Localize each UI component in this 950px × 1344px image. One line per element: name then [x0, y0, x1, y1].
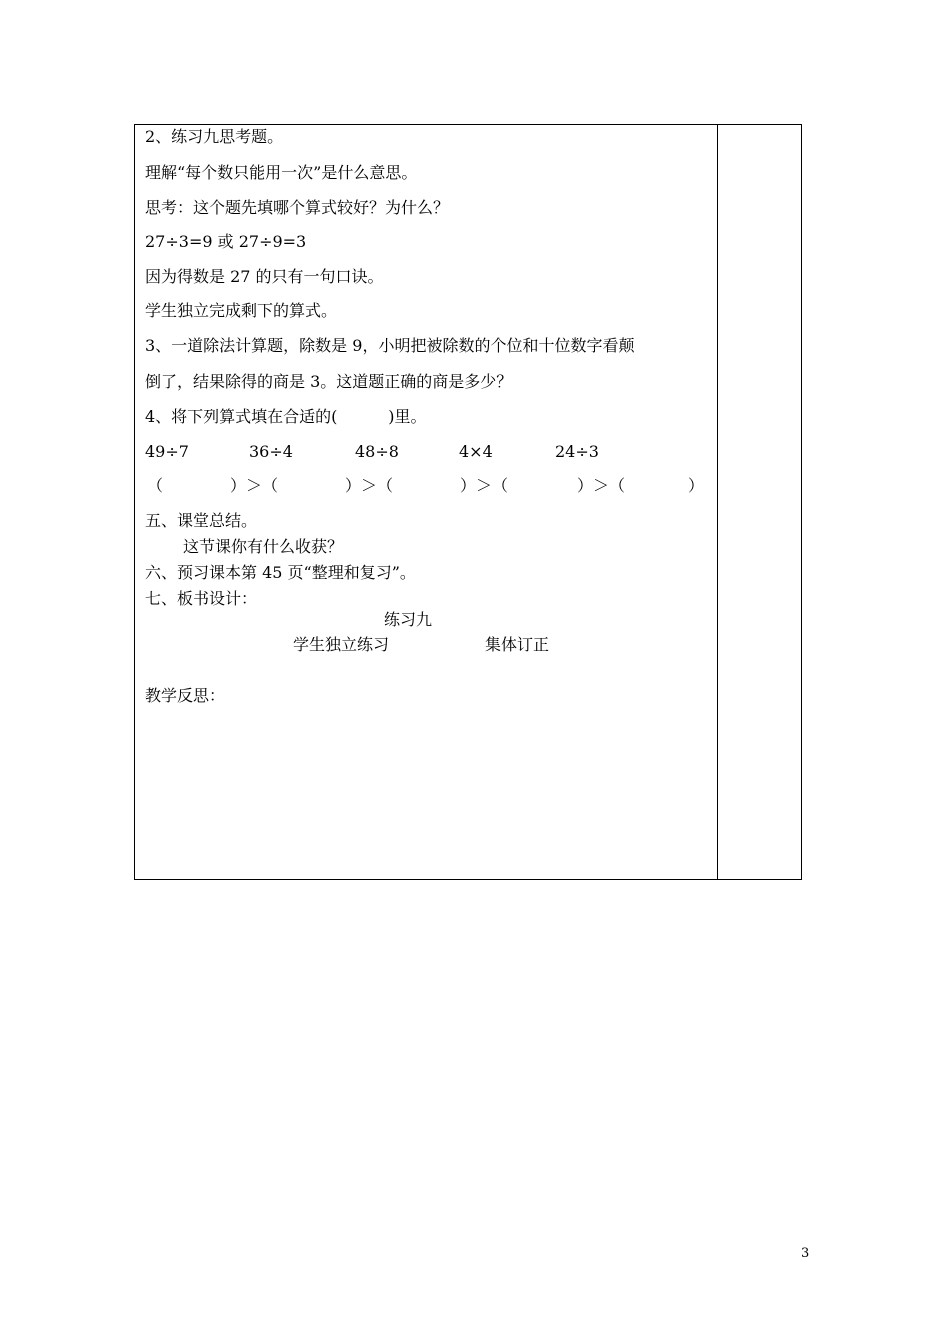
understand-line: 理解“每个数只能用一次”是什么意思。	[145, 163, 418, 182]
section-5-heading: 五、课堂总结。	[145, 511, 258, 530]
section-5-question: 这节课你有什么收获？	[183, 537, 344, 556]
expression-3: 48÷8	[355, 442, 399, 461]
table-column-divider	[717, 124, 718, 880]
equation-line: 27÷3=9 或 27÷9=3	[145, 232, 307, 251]
comparison-part-3: ）＞（	[345, 476, 394, 495]
item-4-heading: 4、将下列算式填在合适的( )里。	[145, 407, 427, 426]
board-right: 集体订正	[485, 635, 550, 654]
item-3-line-1: 3、一道除法计算题，除数是 9，小明把被除数的个位和十位数字看颠	[145, 336, 635, 355]
comparison-part-4: ）＞（	[460, 476, 509, 495]
comparison-part-2: ）＞（	[230, 476, 279, 495]
page-number: 3	[801, 1246, 810, 1261]
comparison-part-5: ）＞（	[577, 476, 626, 495]
board-left: 学生独立练习	[293, 635, 390, 654]
comparison-part-1: （	[147, 476, 164, 495]
independent-line: 学生独立完成剩下的算式。	[145, 301, 338, 320]
item-2-heading: 2、练习九思考题。	[145, 127, 284, 146]
expression-4: 4×4	[459, 442, 493, 461]
expression-2: 36÷4	[249, 442, 293, 461]
section-7-heading: 七、板书设计：	[145, 589, 258, 608]
think-line: 思考：这个题先填哪个算式较好？为什么？	[145, 198, 450, 217]
comparison-part-6: ）	[688, 476, 705, 495]
expression-5: 24÷3	[555, 442, 599, 461]
expression-1: 49÷7	[145, 442, 189, 461]
board-title: 练习九	[384, 610, 433, 629]
section-6-line: 六、预习课本第 45 页“整理和复习”。	[145, 563, 416, 582]
item-3-line-2: 倒了，结果除得的商是 3。这道题正确的商是多少？	[145, 372, 513, 391]
reason-line: 因为得数是 27 的只有一句口诀。	[145, 267, 384, 286]
teaching-reflection-label: 教学反思：	[145, 686, 226, 705]
